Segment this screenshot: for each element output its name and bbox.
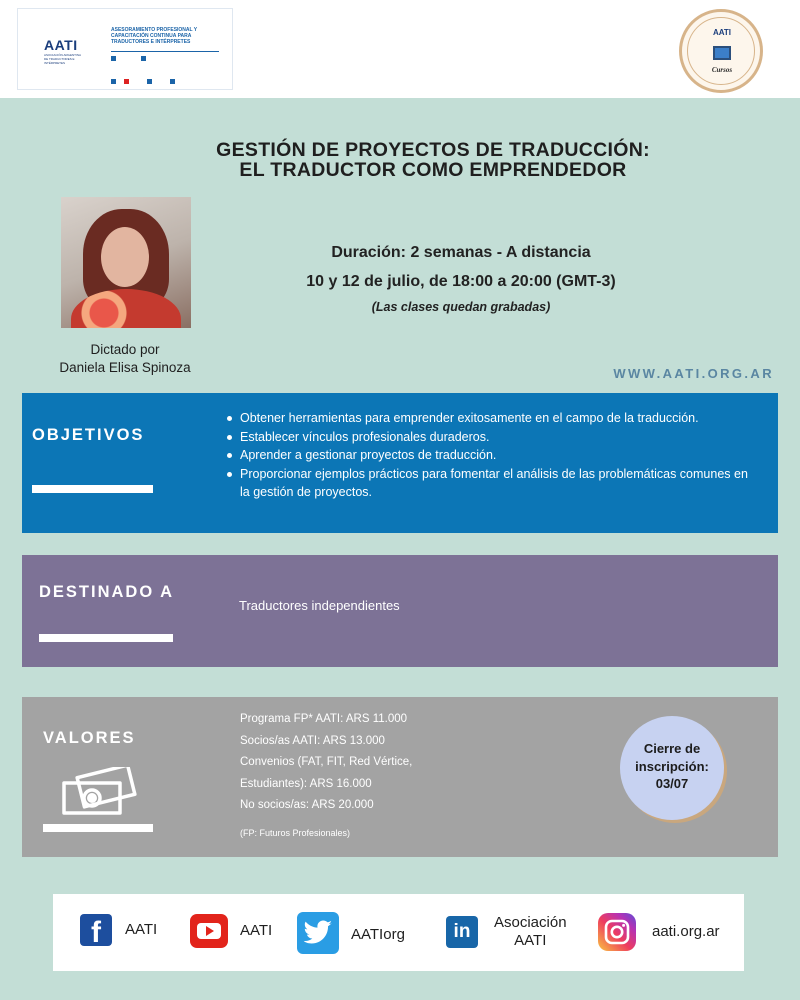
price-list — [240, 709, 470, 817]
aati-logo: AATI ASOCIACIÓN ARGENTINA DE TRADUCTORES E INTÉRPRETES — [44, 37, 81, 65]
instructor-photo — [61, 197, 191, 328]
cursos-seal — [679, 9, 763, 93]
social-footer — [53, 894, 744, 971]
heading-underline — [32, 485, 153, 493]
linkedin-link[interactable]: in Asociación AATI — [446, 914, 567, 950]
objetivos-heading: OBJETIVOS — [32, 426, 145, 444]
price-item: Programa FP* AATI: ARS 11.000 — [240, 713, 408, 725]
valores-heading: VALORES — [43, 729, 136, 747]
course-schedule: 10 y 12 de julio, de 18:00 a 20:00 (GMT-3) — [306, 273, 616, 290]
course-title: GESTIÓN DE PROYECTOS DE TRADUCCIÓN: EL TRADUCTOR COMO EMPRENDEDOR — [216, 139, 650, 181]
youtube-mini-icon — [124, 79, 129, 84]
recorded-note: (Las clases quedan grabadas) — [371, 300, 551, 314]
youtube-icon — [190, 914, 228, 948]
list-item: Proporcionar ejemplos prácticos para fomentar el análisis de las problemáticas comunes en la gestión de proyectos. — [225, 465, 755, 502]
youtube-link[interactable]: AATI — [190, 914, 272, 948]
list-item: Obtener herramientas para emprender exitosamente en el campo de la traducción. — [225, 409, 755, 428]
linkedin-icon: in — [446, 916, 478, 948]
facebook-mini-icon — [111, 79, 116, 84]
money-icon — [58, 767, 138, 817]
list-item: Aprender a gestionar proyectos de traducción. — [225, 446, 755, 465]
course-duration: Duración: 2 semanas - A distancia — [331, 244, 591, 261]
aati-logo-card — [17, 8, 233, 90]
instagram-link[interactable]: aati.org.ar — [598, 913, 720, 951]
heading-underline — [43, 824, 153, 832]
price-item: Socios/as AATI: ARS 13.000 — [240, 734, 385, 747]
instagram-icon — [598, 913, 636, 951]
twitter-mini-icon — [147, 79, 152, 84]
heading-underline — [39, 634, 173, 642]
logo-social-row — [111, 79, 177, 84]
list-item: Establecer vínculos profesionales duraderos. — [225, 428, 755, 447]
objetivos-list — [225, 409, 755, 502]
instructor-credit: Dictado por Daniela Elisa Spinoza — [59, 342, 191, 375]
price-item: Convenios (FAT, FIT, Red Vértice, — [240, 756, 413, 768]
destinado-panel — [22, 555, 778, 667]
header — [0, 0, 800, 98]
mail-icon — [111, 56, 116, 61]
facebook-icon: f — [80, 914, 112, 946]
linkedin-mini-icon — [170, 79, 175, 84]
seal-logo: AATI — [712, 28, 732, 37]
twitter-link[interactable]: AATIorg — [297, 912, 405, 954]
website-link[interactable]: WWW.AATI.ORG.AR — [613, 366, 774, 381]
twitter-icon — [297, 912, 339, 954]
price-item: No socios/as: ARS 20.000 — [240, 799, 374, 811]
web-icon — [141, 56, 146, 61]
price-item: Estudiantes): ARS 16.000 — [240, 777, 372, 790]
seal-label: Cursos — [711, 66, 733, 74]
price-footnote: (FP: Futuros Profesionales) — [240, 828, 351, 838]
logo-divider — [111, 51, 219, 52]
destinado-heading: DESTINADO A — [39, 583, 175, 601]
destinado-text: Traductores independientes — [239, 598, 400, 613]
objetivos-panel — [22, 393, 778, 533]
facebook-link[interactable]: f AATI — [80, 914, 157, 946]
logo-tagline: ASESORAMIENTO PROFESIONAL Y CAPACITACIÓN CONTINUA PARA TRADUCTORES E INTÉRPRETES — [111, 27, 198, 45]
logo-contacts — [111, 56, 148, 61]
deadline-badge: Cierre de inscripción: 03/07 — [620, 716, 724, 820]
monitor-icon — [713, 46, 731, 60]
